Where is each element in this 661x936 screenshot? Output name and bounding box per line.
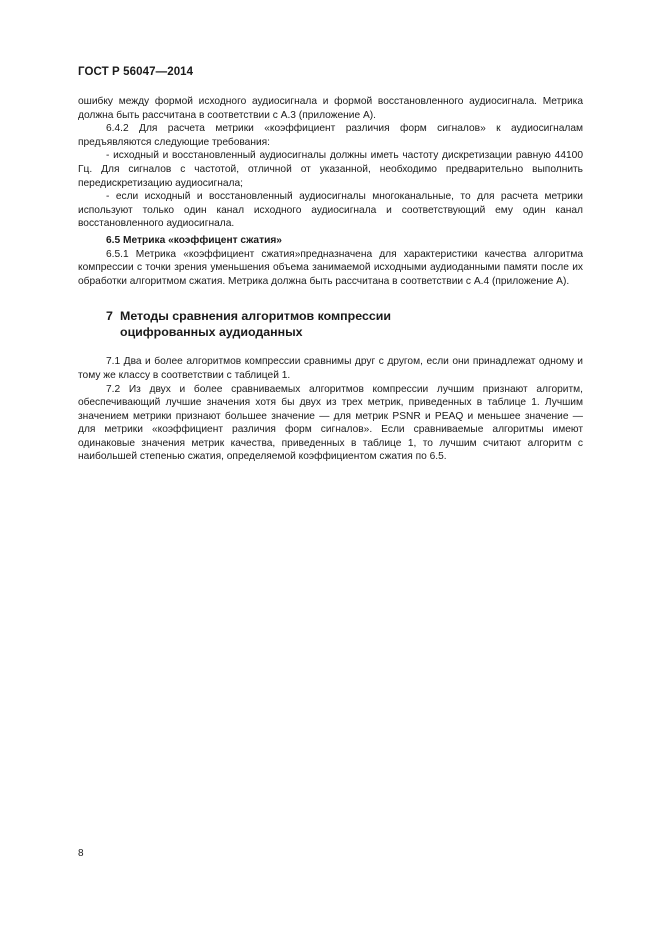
requirement-item-1: - исходный и восстановленный аудиосигналы должны иметь частоту дискретизации равную 44100 Гц. Для сигналов с частотой, отличной от указанной, необходимо предварительно выполнить передискретизацию аудиосигнала;	[78, 150, 583, 189]
section-heading-7	[106, 308, 583, 340]
subsection-heading-6-5: 6.5 Метрика «коэффицент сжатия»	[106, 234, 282, 246]
requirement-item-2: - если исходный и восстановленный аудиосигналы многоканальные, то для расчета метрики используют только один канал исходного аудиосигнала и соответствующий ему один канал восстановленного аудиосигнала.	[78, 191, 583, 230]
paragraph-continuation: ошибку между формой исходного аудиосигнала и формой восстановленного аудиосигнала. Метрика должна быть рассчитана в соответствии с А.3 (приложение А).	[78, 96, 583, 121]
standard-header: ГОСТ Р 56047—2014	[78, 66, 194, 78]
document-body	[78, 95, 583, 464]
section-number: 7	[106, 309, 113, 324]
paragraph-6-4-2: 6.4.2 Для расчета метрики «коэффициент различия форм сигналов» к аудиосигналам предъявляются следующие требования:	[78, 123, 583, 148]
paragraph-6-5-1: 6.5.1 Метрика «коэффициент сжатия»предназначена для характеристики качества алгоритма компрессии с точки зрения уменьшения объема занимаемой исходными аудиоданными памяти после их обработки алгоритмом сжатия. Метрика должна быть рассчитана в соответствии с А.4 (приложение А).	[78, 248, 583, 287]
paragraph-7-2: 7.2 Из двух и более сравниваемых алгоритмов компрессии лучшим признают алгоритм, обеспечивающий лучшие значения хотя бы двух из трех метрик, приведенных в таблице 1. Лучшим значением метрики признают большее значение — для метрик PSNR и PEAQ и меньшее значение — для метрики «коэффициент различия форм сигналов». Если сравниваемые алгоритмы имеют одинаковые значения метрик качества, приведенных в таблице 1, то лучшим считают алгоритм с наибольшей степенью сжатия, определяемой коэффициентом сжатия по 6.5.	[78, 383, 583, 463]
paragraph-7-1: 7.1 Два и более алгоритмов компрессии сравнимы друг с другом, если они принадлежат одному и тому же классу в соответствии с таблицей 1.	[78, 356, 583, 381]
page-number: 8	[78, 848, 84, 859]
section-title-line1: Методы сравнения алгоритмов компрессии	[120, 309, 391, 324]
section-title-line2: оцифрованных аудиоданных	[120, 325, 303, 340]
